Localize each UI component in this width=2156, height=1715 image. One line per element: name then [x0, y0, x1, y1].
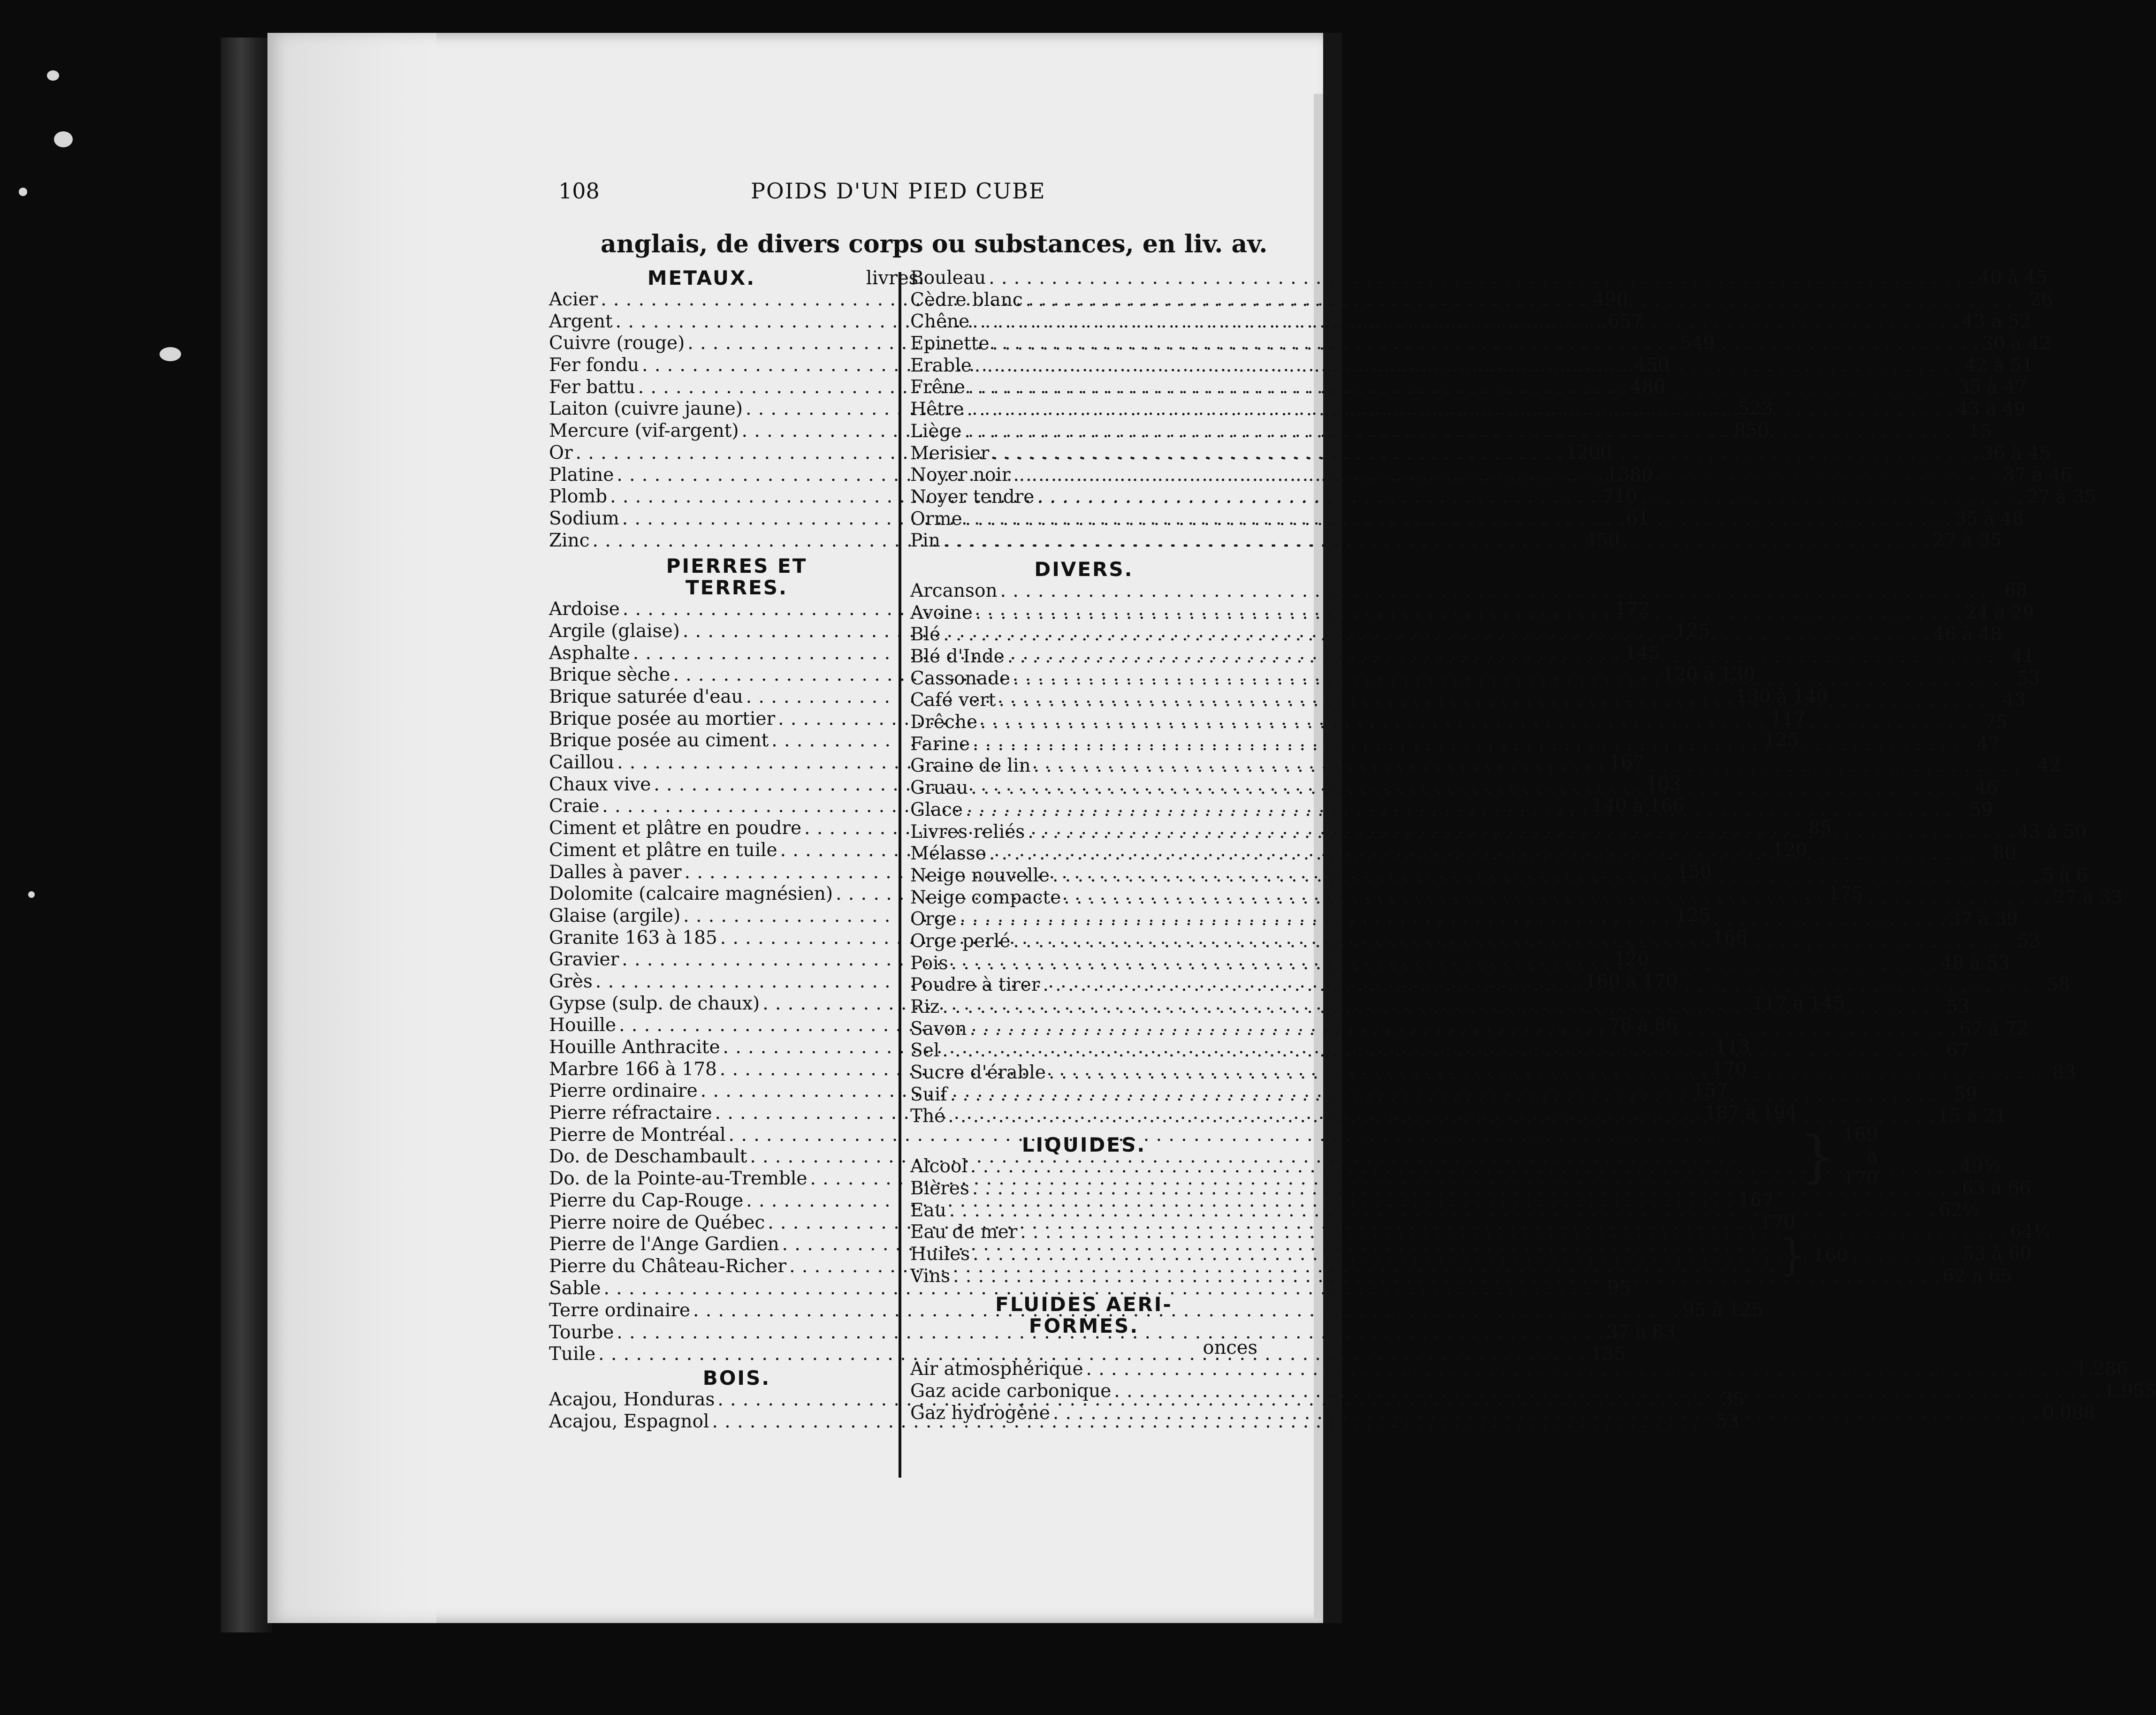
weight-value: 67: [1946, 1040, 1970, 1062]
substance-name: Houille: [549, 1015, 617, 1036]
substance-name: Orge perlé: [910, 930, 1011, 952]
weight-value: 36 à 45: [1981, 442, 2051, 464]
dot-leader: [972, 311, 1959, 333]
dot-leader: [1020, 1222, 2007, 1244]
substance-name: Dalles à paver: [549, 861, 682, 883]
substance-name: Sodium: [549, 508, 619, 529]
section-heading-pierres: PIERRES ET: [666, 554, 808, 578]
weight-value: 78 à 86: [1608, 1015, 1678, 1036]
dot-leader: [989, 267, 1975, 289]
weight-value: 130 à 140: [1736, 686, 1828, 707]
dot-leader: [967, 399, 1954, 421]
dot-leader: [1053, 1403, 2040, 1425]
weight-value: 480: [1630, 376, 1666, 398]
weight-value: 15: [1968, 420, 1992, 442]
substance-name: Zinc: [549, 530, 590, 551]
page-content: [521, 174, 2156, 1496]
substance-name: Marbre 166 à 178: [549, 1058, 717, 1080]
section-heading-liquides: LIQUIDES.: [1021, 1133, 1146, 1157]
substance-name: Frêne: [910, 377, 965, 398]
weight-value: 140 à 166: [1592, 796, 1684, 817]
weight-value: 1200: [1565, 442, 1612, 463]
substance-name: Cèdre blanc: [910, 289, 1023, 311]
dot-leader: [968, 377, 1955, 399]
weight-value: 53: [2017, 668, 2041, 689]
weight-value: 26: [2029, 289, 2053, 311]
weight-value: 166: [1712, 927, 1748, 949]
dot-leader: [970, 1156, 1957, 1178]
substance-name: Dolomite (calcaire magnésien): [549, 883, 833, 905]
substance-name: Sable: [549, 1278, 601, 1299]
substance-name: Thé: [910, 1106, 945, 1127]
weight-value: 43: [2003, 690, 2026, 711]
substance-name: Acajou, Espagnol: [549, 1411, 709, 1432]
weight-value: 175: [1828, 883, 1863, 905]
weight-value: 172: [1615, 599, 1650, 620]
weight-value: 710: [1602, 486, 1638, 508]
weight-value: 657: [1607, 311, 1643, 332]
running-title: POIDS D'UN PIED CUBE: [751, 178, 1046, 204]
dot-leader: [1049, 1062, 2035, 1084]
weight-value: 490: [1593, 289, 1628, 310]
table-row: [549, 1278, 1631, 1300]
substance-name: Ciment et plâtre en tuile: [549, 839, 777, 861]
weight-value: 167: [1738, 1190, 1774, 1211]
dot-leader: [942, 1040, 1929, 1062]
weight-value: 43 à 52: [1962, 311, 2031, 333]
dot-leader: [989, 843, 1976, 865]
weight-value: 117 à 145: [1752, 993, 1845, 1014]
weight-value: 37 à 39: [1949, 909, 2019, 930]
weight-value: 53: [2017, 930, 2041, 952]
substance-name: Cuivre (rouge): [549, 333, 685, 354]
section-heading-terres: TERRES.: [686, 576, 788, 599]
substance-name: Pierre de l'Ange Gardien: [549, 1234, 779, 1255]
substance-name: Mélasse: [910, 843, 986, 865]
substance-name: Noyer noir: [910, 464, 1011, 486]
weight-value: 450: [1634, 355, 1669, 376]
table-row: [910, 1265, 2012, 1288]
substance-name: Hêtre: [910, 399, 964, 420]
weight-value: 117: [1770, 708, 1806, 729]
weight-value: 113: [1715, 1037, 1750, 1058]
dot-leader: [1043, 974, 2030, 996]
weight-value: 46 à 48: [1933, 624, 2002, 645]
substance-name: Bières: [910, 1177, 969, 1199]
weight-value: 120 à 130: [1662, 664, 1755, 686]
weight-value: 157: [1692, 1080, 1728, 1102]
weight-value: 1380: [1606, 464, 1653, 486]
weight-value: 27 à 33: [2053, 887, 2123, 908]
weight-value: 450: [1585, 530, 1620, 551]
substance-name: Farine: [910, 733, 970, 755]
substance-name: Grès: [549, 971, 593, 992]
book-binding: [221, 38, 272, 1632]
substance-name: Sucre d'érable: [910, 1062, 1046, 1084]
weight-value: 95 à 125: [1683, 1299, 1764, 1321]
weight-value: 47: [1976, 733, 2000, 755]
weight-value: 187 à 194: [1704, 1102, 1797, 1124]
dot-leader: [950, 1084, 1937, 1106]
weight-value: 63 à 66: [1962, 1177, 2031, 1199]
dot-leader: [1064, 887, 2050, 909]
substance-name: Eau de mer: [910, 1222, 1018, 1243]
table-row: [910, 267, 2048, 289]
weight-value: 62½: [1939, 1199, 1980, 1221]
substance-name: Pierre ordinaire: [549, 1080, 698, 1102]
substance-name: Arcanson: [910, 580, 998, 601]
dot-leader: [1052, 865, 2039, 887]
dot-leader: [1000, 580, 1987, 602]
substance-name: Sel: [910, 1040, 940, 1062]
substance-name: Acier: [549, 289, 598, 310]
weight-value: 67 à 72: [1959, 1018, 2029, 1040]
table-row: [910, 1156, 2001, 1178]
substance-name: Graine de lin: [910, 755, 1031, 777]
weight-value: 53 à 60: [1962, 1243, 2032, 1265]
substance-name: Liège: [910, 420, 962, 442]
weight-value: 125: [1675, 620, 1710, 642]
weight-value: 41: [2011, 646, 2035, 667]
substance-name: Laiton (cuivre jaune): [549, 398, 743, 420]
substance-name: Or: [549, 442, 573, 463]
substance-name: Neige nouvelle: [910, 865, 1050, 886]
substance-name: Orme: [910, 508, 962, 530]
substance-name: Gaz acide carbonique: [910, 1380, 1112, 1402]
weight-value: 43 à 50: [2017, 821, 2087, 842]
substance-name: Air atmosphérique: [910, 1358, 1083, 1380]
dot-leader: [965, 421, 1951, 443]
substance-name: Do. de Deschambault: [549, 1146, 747, 1168]
substance-name: Pois: [910, 952, 948, 974]
dot-leader: [965, 508, 1952, 531]
substance-name: Suif: [910, 1084, 947, 1105]
dot-leader: [971, 777, 1958, 799]
curly-brace-icon: }: [1799, 1124, 1836, 1190]
substance-name: Neige compacte: [910, 887, 1061, 908]
weight-value: 83: [2052, 1062, 2076, 1084]
substance-name: Plomb: [549, 486, 608, 508]
substance-name: Chêne: [910, 311, 970, 333]
section-heading-fluides: FLUIDES AERI-: [995, 1293, 1173, 1316]
substance-name: Tuile: [549, 1343, 596, 1365]
weight-value: 135: [1591, 1343, 1626, 1365]
weight-value: 1.286: [2075, 1358, 2128, 1380]
weight-value: 75: [1984, 712, 2008, 733]
weight-value: 59: [1954, 1084, 1978, 1105]
substance-name: Tourbe: [549, 1321, 614, 1343]
dot-leader: [942, 996, 1929, 1018]
curly-brace-icon: }: [1779, 1231, 1806, 1281]
substance-name: Fer fondu: [549, 355, 640, 376]
dot-leader: [1007, 646, 1994, 668]
weight-value: 61: [1626, 508, 1650, 529]
dot-leader: [1114, 1381, 2101, 1403]
weight-value: 68: [2004, 580, 2027, 601]
weight-value: 24 à 29: [1965, 602, 2034, 623]
substance-name: Blé d'Inde: [910, 646, 1005, 667]
table-subtitle: anglais, de divers corps ou substances, en liv. av.: [601, 230, 1268, 258]
substance-name: Acajou, Honduras: [549, 1389, 715, 1410]
substance-name: Livres reliés: [910, 821, 1025, 842]
scan-speck: [160, 347, 181, 361]
weight-value: 43 à 49: [1956, 399, 2026, 420]
group-value: 160: [1813, 1245, 1848, 1267]
substance-name: Mercure (vif-argent): [549, 420, 739, 442]
section-heading-divers: DIVERS.: [1034, 557, 1134, 581]
substance-name: Brique posée au mortier: [549, 708, 776, 729]
weight-value: 35 à 48: [1955, 508, 2024, 530]
dot-leader: [1028, 821, 2014, 843]
substance-name: Huiles: [910, 1243, 970, 1265]
substance-name: Pierre du Château-Richer: [549, 1255, 787, 1277]
substance-name: Gypse (sulp. de chaux): [549, 993, 760, 1014]
weight-value: 125: [1676, 905, 1711, 926]
weight-value: 64¼: [2010, 1222, 2051, 1243]
weight-value: 35: [1722, 1389, 1745, 1410]
weight-value: 42: [2037, 755, 2061, 777]
substance-name: Platine: [549, 464, 614, 486]
dot-leader: [1013, 931, 2000, 953]
weight-value: 160 à 170: [1585, 971, 1678, 992]
group-value: 169: [1843, 1124, 1878, 1146]
weight-value: 42 à 51: [1964, 355, 2034, 376]
substance-name: Pierre du Cap-Rouge: [549, 1190, 744, 1211]
substance-name: Glace: [910, 799, 963, 820]
weight-value: 549: [1680, 333, 1715, 354]
substance-name: Houille Anthracite: [549, 1037, 720, 1058]
table-row: [910, 580, 2027, 602]
substance-name: Pin: [910, 530, 940, 552]
weight-value: 48 à 53: [1940, 952, 2010, 974]
weight-value: 49½: [1960, 1156, 2001, 1177]
unit-label: onces: [1203, 1337, 1257, 1359]
substance-name: Gravier: [549, 949, 619, 971]
dot-leader: [1037, 486, 2024, 508]
substance-name: Erable: [910, 355, 972, 376]
dot-leader: [1086, 1358, 2073, 1381]
dot-leader: [1034, 755, 2020, 777]
weight-value: 30 à 42: [1981, 333, 2051, 355]
weight-value: 850: [1734, 420, 1769, 442]
substance-name: Orge: [910, 909, 957, 930]
substance-name: Avoine: [910, 602, 973, 623]
scan-speck: [47, 70, 59, 81]
substance-name: Merisier: [910, 442, 990, 464]
scan-speck: [19, 188, 27, 196]
dot-leader: [966, 799, 1952, 821]
substance-name: Craie: [549, 796, 600, 817]
substance-name: Ardoise: [549, 599, 620, 620]
section-heading-formes: FORMES.: [1028, 1314, 1139, 1338]
weight-value: 59: [1969, 799, 1993, 820]
weight-value: 523: [1737, 398, 1773, 420]
weight-value: 95: [1607, 1278, 1631, 1299]
weight-value: 125: [1764, 730, 1799, 751]
weight-value: 37 à 46: [2003, 464, 2072, 486]
substance-name: Café vert: [910, 690, 996, 711]
substance-name: Caillou: [549, 752, 615, 774]
dot-leader: [975, 602, 1962, 624]
substance-name: Cassonade: [910, 668, 1011, 689]
dot-leader: [951, 953, 1938, 975]
substance-name: Do. de la Pointe-au-Tremble: [549, 1168, 808, 1190]
dot-leader: [973, 734, 1959, 756]
unit-label: livres.: [866, 267, 924, 289]
substance-name: Chaux vive: [549, 774, 651, 795]
substance-name: Ciment et plâtre en poudre: [549, 818, 802, 839]
weight-value: 170: [1760, 1212, 1795, 1233]
dot-leader: [970, 1018, 1957, 1040]
weight-value: 5 à 6: [2042, 865, 2088, 886]
weight-value: 53: [1946, 996, 1970, 1017]
substance-name: Argent: [549, 311, 613, 332]
dot-leader: [949, 1200, 1936, 1222]
substance-name: Noyer tendre: [910, 486, 1035, 508]
dot-leader: [973, 1244, 1959, 1266]
weight-value: 0.088: [2042, 1402, 2095, 1424]
dot-leader: [972, 1178, 1959, 1200]
substance-name: Bouleau: [910, 267, 986, 288]
weight-value: 46: [1974, 777, 1998, 799]
substance-name: Eau: [910, 1199, 946, 1221]
substance-name: Epinette: [910, 333, 990, 355]
dot-leader: [1013, 464, 2000, 486]
weight-value: 27 à 35: [1933, 530, 2002, 552]
page-header: [521, 174, 1257, 211]
weight-value: 120: [1614, 949, 1649, 971]
dot-leader: [960, 909, 1946, 931]
scan-speck: [54, 131, 73, 147]
substance-name: Asphalte: [549, 642, 630, 664]
weight-value: 58: [2047, 974, 2070, 996]
substance-name: Blé: [910, 624, 941, 645]
weight-value: 37 à 83: [1606, 1321, 1676, 1343]
weight-value: 150: [1676, 861, 1712, 883]
substance-name: Poudre à tirer: [910, 974, 1040, 996]
dot-leader: [953, 1266, 1940, 1288]
weight-value: 15 à 21: [1937, 1106, 2007, 1127]
substance-name: Brique saturée d'eau: [549, 686, 743, 707]
substance-name: Vins: [910, 1265, 951, 1287]
substance-name: Alcool: [910, 1156, 968, 1177]
substance-name: Gruau: [910, 777, 968, 799]
weight-value: 145: [1625, 642, 1661, 664]
weight-value: 1.955: [2103, 1380, 2156, 1402]
substance-name: Pierre de Montréal: [549, 1124, 726, 1146]
substance-name: Savon: [910, 1018, 967, 1040]
substance-name: Riz: [910, 996, 940, 1017]
substance-name: Brique sèche: [549, 664, 670, 686]
weight-value: 120: [1772, 839, 1807, 861]
dot-leader: [992, 443, 1979, 465]
section-heading-metaux: METAUX.: [647, 266, 756, 289]
weight-value: 85: [1808, 818, 1832, 839]
weight-value: 80: [1993, 843, 2017, 865]
substance-name: Gaz hydrogène: [910, 1402, 1050, 1424]
dot-leader: [1026, 289, 2012, 311]
dot-leader: [948, 1106, 1935, 1128]
weight-value: 167: [1609, 752, 1645, 774]
weight-value: 40 à 45: [1978, 267, 2048, 288]
torn-page-edge: [267, 33, 436, 1623]
substance-name: Pierre noire de Québec: [549, 1212, 765, 1233]
substance-name: Glaise (argile): [549, 905, 681, 926]
section-heading-bois: BOIS.: [702, 1366, 771, 1389]
scan-speck: [28, 891, 35, 898]
dot-leader: [943, 624, 1930, 646]
group-value: à: [1867, 1146, 1878, 1168]
weight-value: 170: [1712, 1058, 1747, 1080]
weight-value: 35 à 47: [1958, 377, 2027, 398]
dot-leader: [992, 333, 1979, 355]
page-number: 108: [558, 178, 600, 204]
weight-value: 103: [1646, 774, 1681, 795]
dot-leader: [1013, 668, 2000, 690]
substance-name: Drêche: [910, 712, 978, 733]
dot-leader: [980, 712, 1967, 734]
substance-name: Granite 163 à 185: [549, 927, 717, 949]
weight-value: 53: [1716, 1411, 1739, 1432]
substance-name: Brique posée au ciment: [549, 730, 769, 751]
weight-value: 27 à 35: [2026, 486, 2096, 508]
group-value: 170: [1843, 1168, 1878, 1190]
dot-leader: [998, 690, 1985, 712]
dot-leader: [975, 355, 1961, 377]
weight-value: 62 à 65: [1943, 1265, 2012, 1287]
dot-leader: [943, 530, 1930, 552]
table-row: [910, 1358, 2128, 1381]
substance-name: Fer battu: [549, 376, 635, 398]
substance-name: Pierre réfractaire: [549, 1102, 712, 1124]
substance-name: Terre ordinaire: [549, 1299, 690, 1321]
substance-name: Argile (glaise): [549, 620, 680, 642]
